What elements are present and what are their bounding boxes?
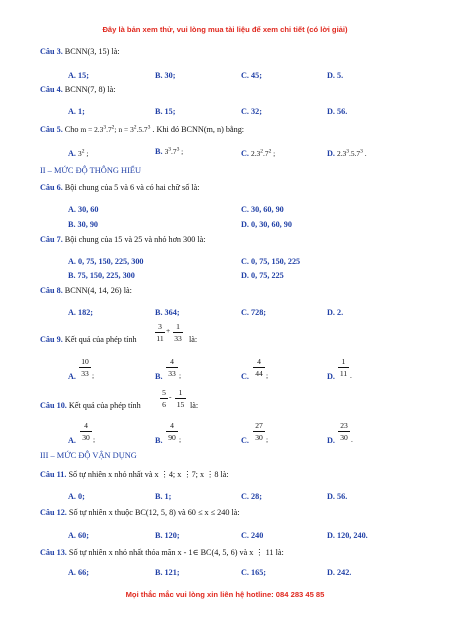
option-b: B. 75, 150, 225, 300 [68,271,135,280]
question-13 [40,547,284,557]
option-b: B. 121; [155,568,180,577]
question-label: Câu 10. [40,401,67,410]
option-b-fraction: 4 90 [166,421,178,442]
option-c-fraction: 4 44 [253,357,265,378]
question-post: là: [190,401,199,410]
question-pre: Kết quả của phép tính [64,335,137,344]
question-6 [40,183,200,192]
option-d: D. 56. [327,492,348,501]
option-a-label: A. [68,436,76,445]
question-10 [40,401,141,410]
option-c: C. 28; [241,492,262,501]
question-label: Câu 9. [40,335,63,344]
question-8 [40,286,132,295]
option-a: A. 182; [68,308,94,317]
option-b: B. 30, 90 [68,220,99,229]
question-post: . Khi đó BCNN(m, n) bằng: [152,125,245,134]
question-label: Câu 4. [40,85,63,94]
preview-notice: Đây là bản xem thử, vui lòng mua tài liệu để xem chi tiết (có lời giải) [102,25,348,34]
question-pre: Cho [64,125,79,134]
question-label: Câu 12. [40,508,67,517]
fraction-1: 5 6 [160,388,168,409]
option-c: C. 32; [241,107,262,116]
option-d-label: D. [327,436,335,445]
option-c: C. 30, 60, 90 [241,205,284,214]
question-label: Câu 3. [40,47,63,56]
option-d: D. $2.3^3.5.7^3$ . [327,148,367,158]
question-7 [40,235,206,244]
question-text: Số tự nhiên x nhỏ nhất thỏa mãn x - 1∈ BC(4, 5, 6) và x ⋮ 11 là: [68,548,284,557]
question-label: Câu 6. [40,183,63,192]
option-a: A. 0, 75, 150, 225, 300 [68,257,144,266]
option-c: C. 728; [241,308,267,317]
expression-m: $m = 2.3^3.7^2$; [80,124,117,134]
option-c: C. 0, 75, 150, 225 [241,257,301,266]
question-label: Câu 13. [40,548,67,557]
question-11 [40,469,229,479]
option-a: A. 15; [68,71,89,80]
option-d-label: D. [327,372,335,381]
question-text: BCNN(3, 15) là: [64,47,120,56]
option-c: C. 45; [241,71,262,80]
option-b: B. 30; [155,71,176,80]
question-text: Bội chung của 15 và 25 và nhỏ hơn 300 là: [64,235,206,244]
option-b: B. 1; [155,492,172,501]
question-3 [40,47,120,56]
fraction-2: 1 15 [176,388,185,409]
option-b-label: B. [155,372,163,381]
option-a: A. 60; [68,531,89,540]
option-d: D. 0, 75, 225 [241,271,284,280]
question-12 [40,508,240,517]
section-heading: II – MỨC ĐỘ THÔNG HIỂU [40,166,142,175]
option-b: B. 120; [155,531,180,540]
option-a: A. 0; [68,492,85,501]
option-c: C. 165; [241,568,267,577]
option-b: B. 15; [155,107,176,116]
option-b-label: B. [155,436,163,445]
option-a: A. 30, 60 [68,205,99,214]
option-d: D. 0, 30, 60, 90 [241,220,292,229]
hotline-footer: Mọi thắc mắc vui lòng xin liên hệ hotline: 084 283 45 85 [125,590,325,599]
fraction-1: 3 11 [156,322,164,343]
operator-plus: + [166,326,171,335]
question-text: BCNN(4, 14, 26) là: [64,286,132,295]
operator-minus: - [169,392,172,401]
question-text: Bội chung của 5 và 6 và có hai chữ số là: [64,183,200,192]
question-4 [40,85,116,94]
option-d: D. 120, 240. [327,531,368,540]
question-5 [40,125,244,134]
expression-n: $n = 3^2.5.7^3$ [118,124,151,134]
question-label: Câu 5. [40,125,63,134]
option-a-fraction: 4 30 [80,421,92,442]
option-d: D. 2. [327,308,344,317]
option-c-label: C. [241,436,249,445]
option-a-fraction: 10 33 [79,357,91,378]
option-d: D. 5. [327,71,344,80]
option-a-label: A. [68,372,76,381]
option-d-fraction: 1 11 [339,357,348,378]
option-a: A. 1; [68,107,85,116]
option-b: B. 364; [155,308,180,317]
option-b-fraction: 4 33 [166,357,178,378]
option-c-label: C. [241,372,249,381]
question-post: là: [189,335,198,344]
fraction-2: 1 33 [174,322,182,343]
option-a: A. $3^2$ ; [68,148,89,158]
question-pre: Kết quả của phép tính [68,401,141,410]
option-d: D. 56. [327,107,348,116]
question-label: Câu 7. [40,235,63,244]
option-c: C. $2.3^2.7^2$ ; [241,148,276,158]
option-b: B. $3^3.7^3$ ; [155,146,184,156]
question-text: Số tự nhiên x thuộc BC(12, 5, 8) và 60 ≤ x ≤ 240 là: [68,508,240,517]
option-d-fraction: 23 30 [338,421,350,442]
option-c-fraction: 27 30 [253,421,265,442]
option-a: A. 66; [68,568,89,577]
question-label: Câu 11. [40,470,67,479]
question-9 [40,335,137,344]
option-d: D. 242. [327,568,352,577]
section-heading: III – MỨC ĐỘ VẬN DỤNG [40,451,137,460]
question-text: Số tự nhiên x nhỏ nhất và x ⋮4; x ⋮7; x ⋮8 là: [68,470,229,479]
question-label: Câu 8. [40,286,63,295]
option-c: C. 240 [241,531,264,540]
question-text: BCNN(7, 8) là: [64,85,116,94]
